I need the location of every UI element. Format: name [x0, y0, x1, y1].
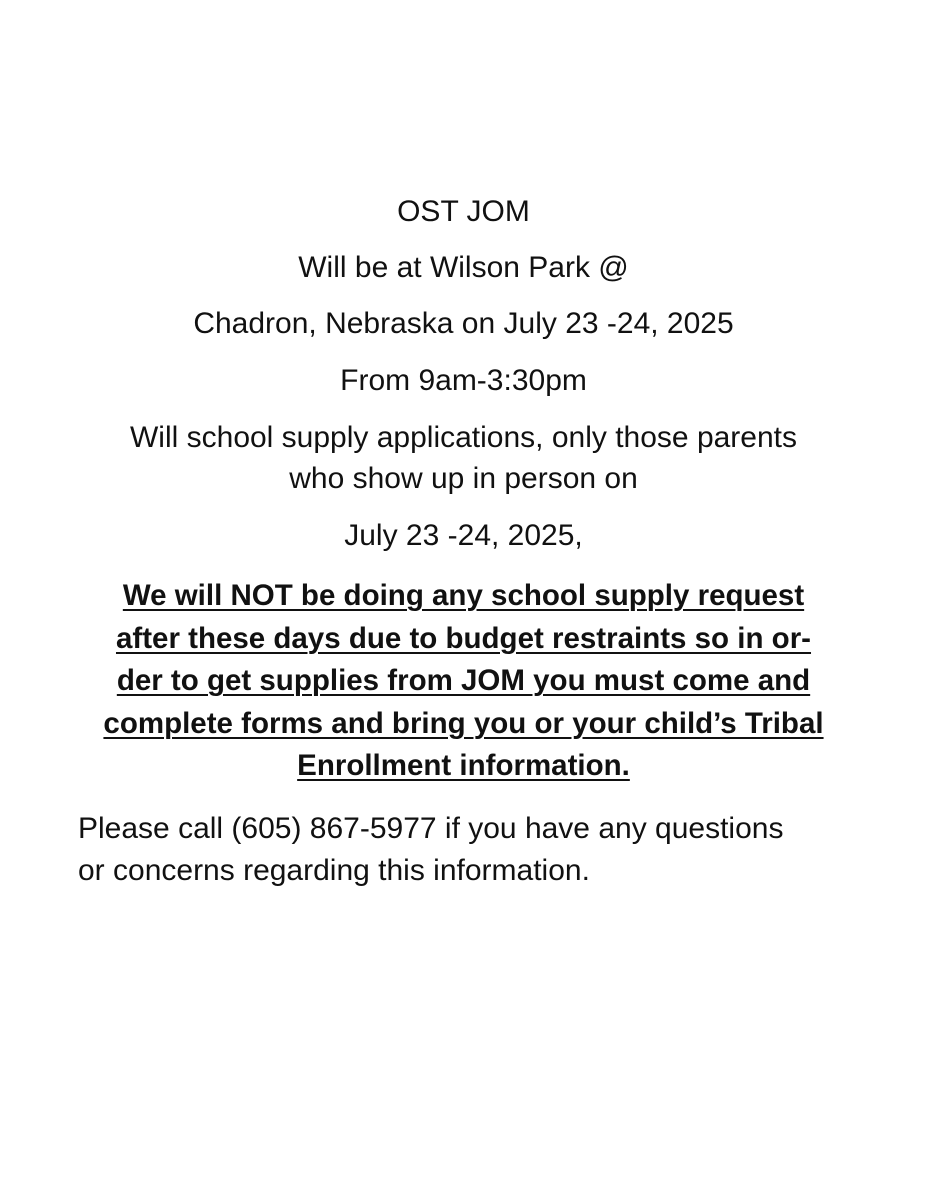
- contact-line-1: Please call (605) 867-5977 if you have any questions: [78, 812, 784, 845]
- applications-line-1: Will school supply applications, only those parents: [129, 421, 798, 454]
- location-line-1: Will be at Wilson Park @: [298, 251, 629, 284]
- warning-line-2: after these days due to budget restraints so in or-: [115, 621, 812, 655]
- warning-line-5: Enrollment information.: [297, 749, 630, 782]
- hours-line: From 9am-3:30pm: [340, 364, 587, 397]
- applications-dates: July 23 -24, 2025,: [344, 519, 583, 552]
- applications-line-2: who show up in person on: [289, 462, 638, 495]
- notice-title: OST JOM: [397, 195, 530, 228]
- contact-line-2: or concerns regarding this information.: [78, 854, 590, 887]
- warning-block: [60, 575, 867, 788]
- location-line-2: Chadron, Nebraska on July 23 -24, 2025: [193, 307, 734, 340]
- warning-line-4: complete forms and bring you or your child’s Tribal: [103, 706, 824, 740]
- warning-line-1: We will NOT be doing any school supply request: [122, 579, 805, 612]
- warning-line-3: der to get supplies from JOM you must come and: [116, 664, 811, 697]
